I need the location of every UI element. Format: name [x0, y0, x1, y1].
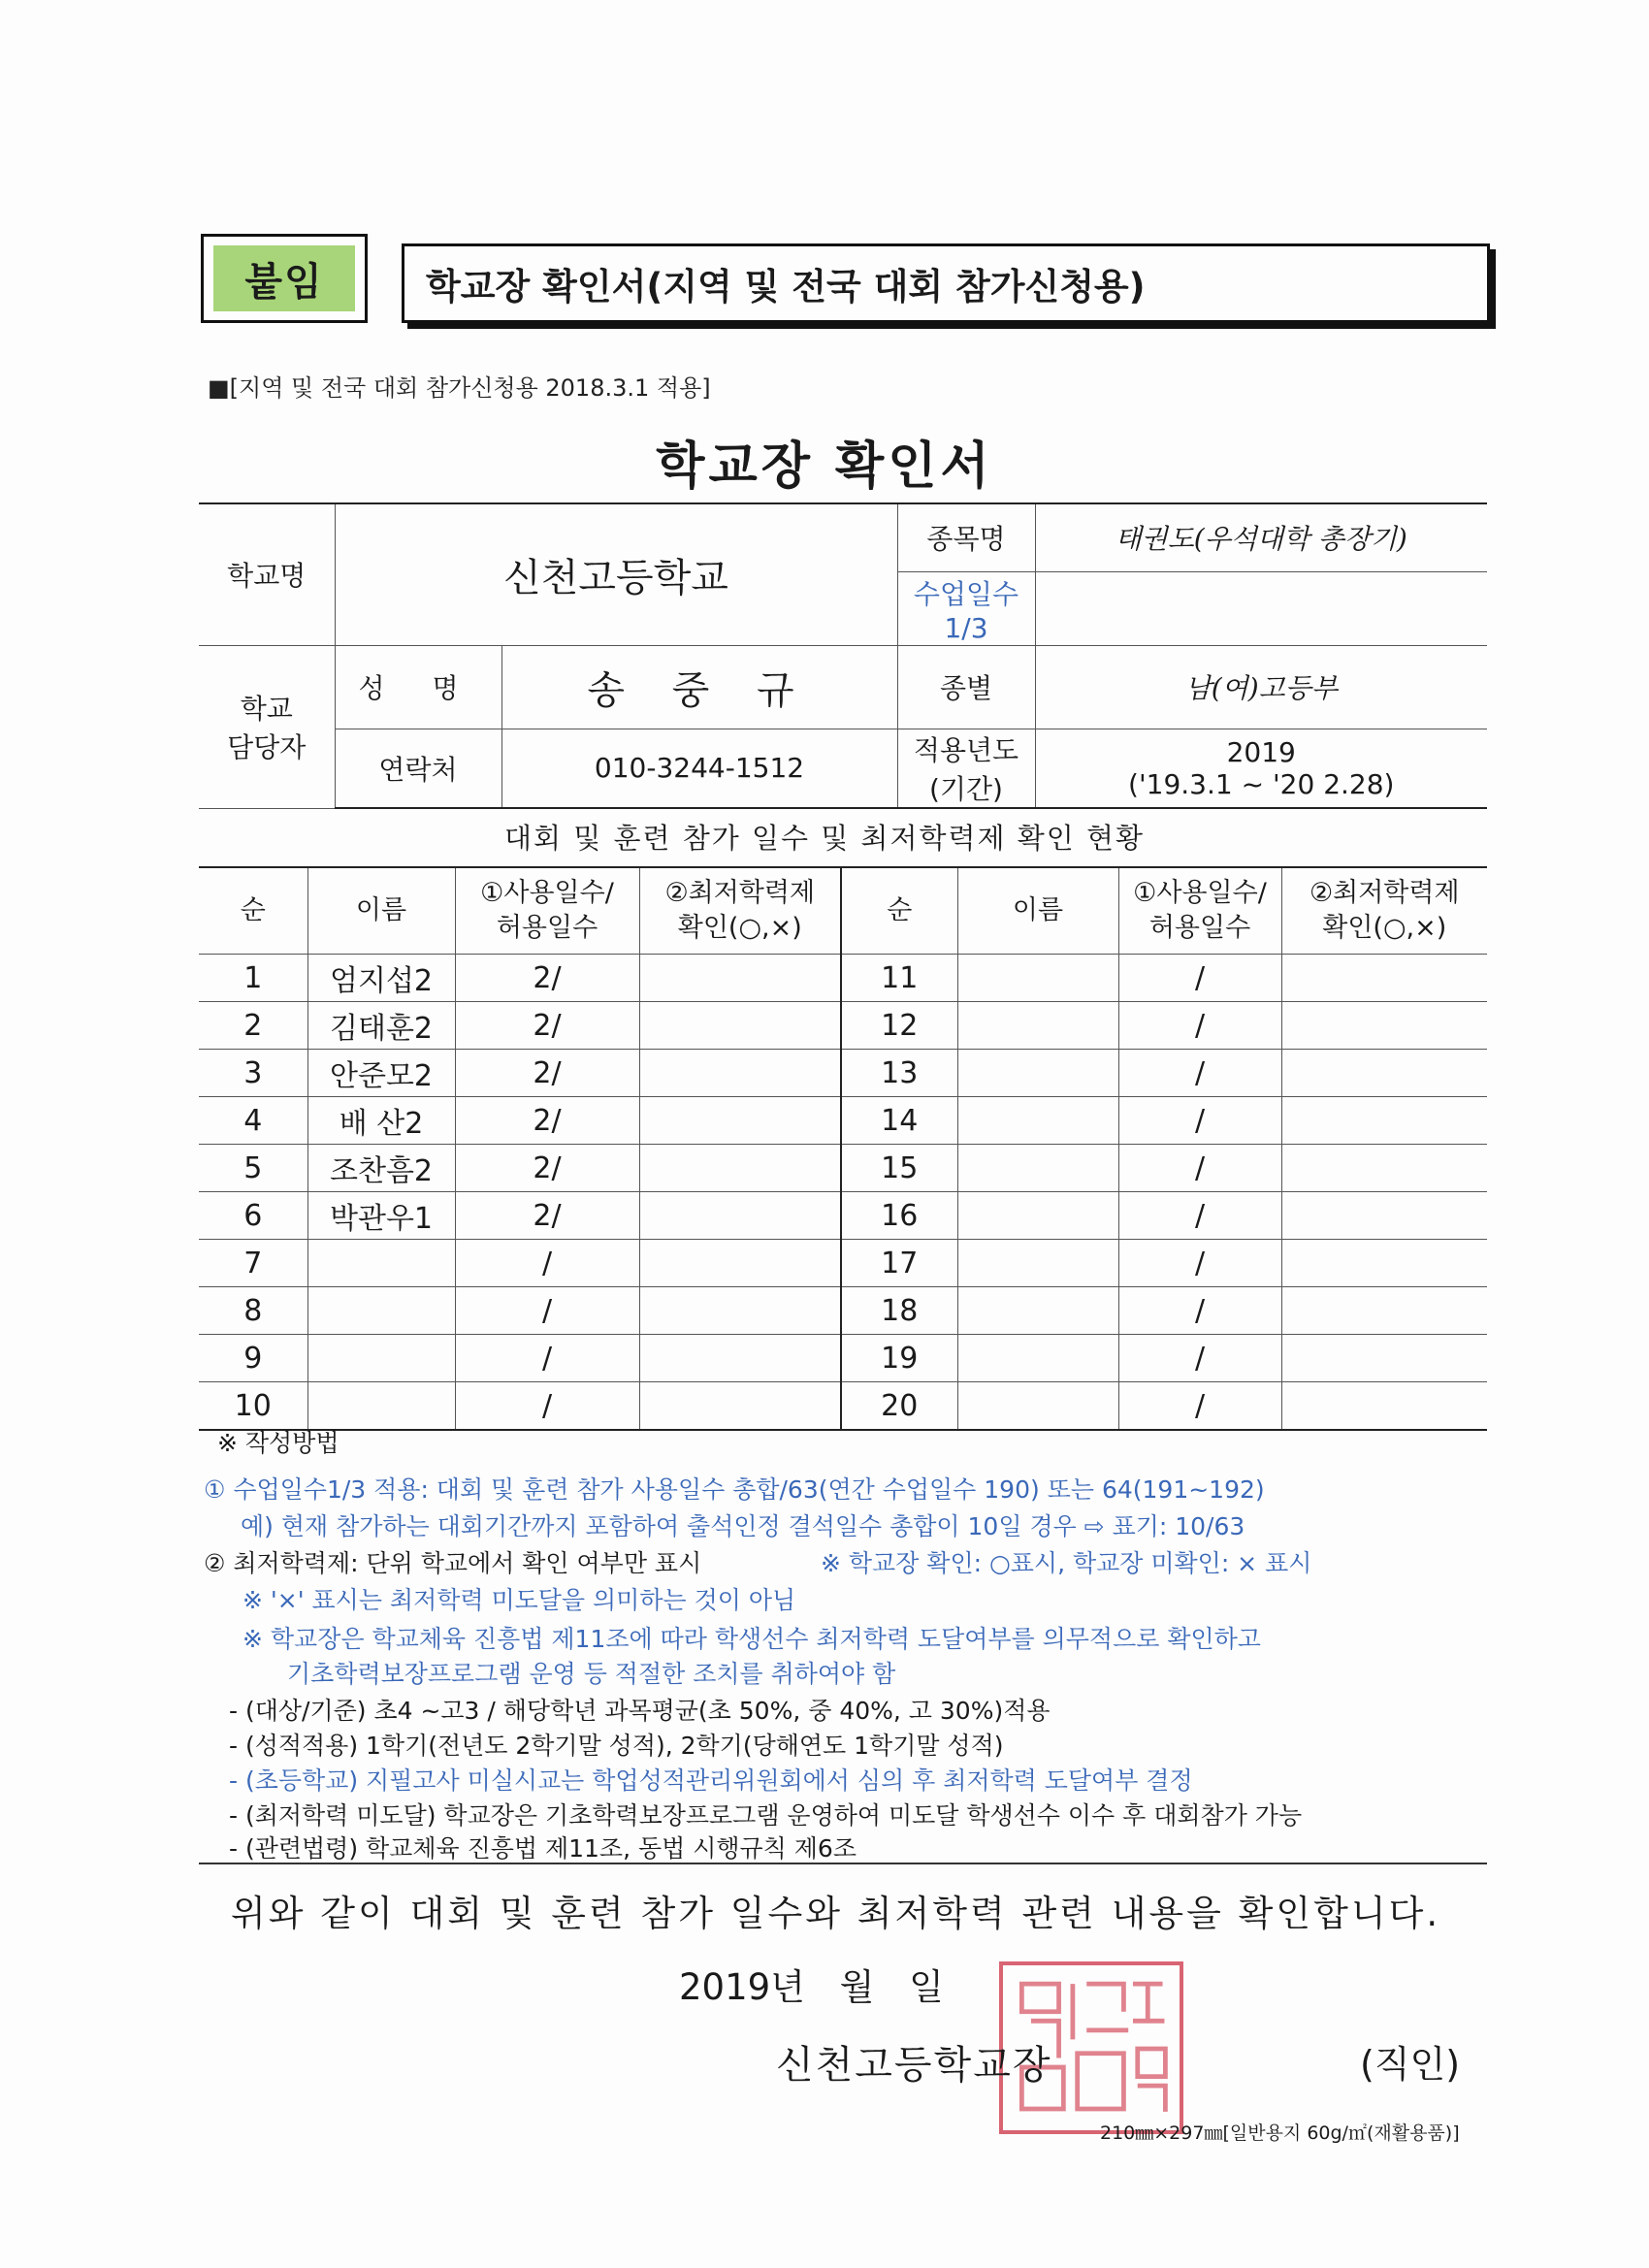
form-title: 학교장 확인서(지역 및 전국 대회 참가신청용) — [402, 243, 1490, 323]
row-no: 18 — [841, 1287, 957, 1335]
period-value: ('19.3.1 ~ '20 2.28) — [1128, 767, 1395, 800]
attachment-badge — [201, 234, 368, 323]
row-check — [1281, 1192, 1487, 1240]
col-no: 순 — [841, 867, 957, 955]
class-days-label-line2: 1/3 — [944, 611, 988, 644]
method-line: - (초등학교) 지필고사 미실시교는 학업성적관리위원회에서 심의 후 최저학력 도달여부 결정 — [229, 1766, 1193, 1795]
row-days: / — [455, 1240, 639, 1287]
table-row — [199, 1335, 1487, 1382]
table-row — [199, 1240, 1487, 1287]
year-label-line1: 적용년도 — [913, 733, 1019, 766]
status-title: 대회 및 훈련 참가 일수 및 최저학력제 확인 현황 — [503, 822, 1145, 855]
row-check — [639, 1145, 841, 1192]
row-check — [639, 1192, 841, 1240]
row-name: 배 산2 — [307, 1097, 455, 1145]
row-name — [957, 1335, 1118, 1382]
row-no: 19 — [841, 1335, 957, 1382]
row-check — [1281, 1097, 1487, 1145]
col-days-line2: 허용일수 — [1148, 913, 1251, 943]
row-days: / — [1118, 1050, 1281, 1097]
table-row — [199, 1382, 1487, 1431]
principal-name: 신천고등학교장 — [776, 2043, 1052, 2088]
year-cell — [1035, 729, 1487, 808]
method-line: - (최저학력 미도달) 학교장은 기초학력보장프로그램 운영하여 미도달 학생선수 이수 후 대회참가 가능 — [229, 1801, 1303, 1830]
table-row — [199, 1002, 1487, 1050]
row-days: 2/ — [455, 1145, 639, 1192]
contact-value: 010-3244-1512 — [501, 729, 897, 808]
year-value: 2019 — [1226, 735, 1296, 768]
row-days: / — [1118, 955, 1281, 1002]
row-no: 6 — [199, 1192, 307, 1240]
category-value: 남(여)고등부 — [1035, 645, 1487, 729]
row-check — [639, 1097, 841, 1145]
row-check — [1281, 1335, 1487, 1382]
row-name: 엄지섭2 — [307, 955, 455, 1002]
year-label — [897, 729, 1035, 808]
name-value: 송 중 규 — [501, 645, 897, 729]
table-row — [199, 1145, 1487, 1192]
attachment-label: 붙임 — [213, 245, 355, 311]
method-line: ※ 학교장 확인: ○표시, 학교장 미확인: × 표시 — [821, 1549, 1312, 1577]
row-name — [957, 1287, 1118, 1335]
row-name — [307, 1287, 455, 1335]
class-days-value — [1035, 571, 1487, 645]
row-no: 5 — [199, 1145, 307, 1192]
row-days: / — [1118, 1240, 1281, 1287]
manager-label — [199, 645, 335, 808]
row-days: / — [1118, 1287, 1281, 1335]
class-days-label — [897, 571, 1035, 645]
method-line: - (대상/기준) 초4 ~고3 / 해당학년 과목평균(초 50%, 중 40%, 고 30%)적용 — [229, 1697, 1051, 1725]
manager-label-line1: 학교 — [240, 693, 293, 725]
row-name: 김태훈2 — [307, 1002, 455, 1050]
row-days: / — [455, 1335, 639, 1382]
col-check-line1: ②최저학력제 — [1309, 878, 1460, 908]
row-name — [307, 1382, 455, 1431]
roster-table — [199, 866, 1487, 1431]
row-no: 11 — [841, 955, 957, 1002]
row-name — [307, 1335, 455, 1382]
row-check — [1281, 1145, 1487, 1192]
row-no: 8 — [199, 1287, 307, 1335]
row-days: 2/ — [455, 1002, 639, 1050]
row-name — [957, 1097, 1118, 1145]
row-days: / — [1118, 1335, 1281, 1382]
row-name — [957, 955, 1118, 1002]
row-no: 7 — [199, 1240, 307, 1287]
method-heading: ※ 작성방법 — [217, 1429, 340, 1457]
method-line: ② 최저학력제: 단위 학교에서 확인 여부만 표시 — [204, 1549, 702, 1577]
row-no: 12 — [841, 1002, 957, 1050]
row-name — [957, 1002, 1118, 1050]
row-days: 2/ — [455, 1192, 639, 1240]
row-no: 1 — [199, 955, 307, 1002]
row-check — [639, 1382, 841, 1431]
row-name — [957, 1382, 1118, 1431]
row-name — [307, 1240, 455, 1287]
paper-spec: 210㎜×297㎜[일반용지 60g/㎡(재활용품)] — [1100, 2122, 1460, 2144]
event-label: 종목명 — [897, 503, 1035, 571]
row-no: 4 — [199, 1097, 307, 1145]
row-check — [639, 1287, 841, 1335]
row-no: 14 — [841, 1097, 957, 1145]
col-check-line2: 확인(○,×) — [677, 913, 802, 943]
row-no: 17 — [841, 1240, 957, 1287]
row-days: / — [1118, 1192, 1281, 1240]
school-value: 신천고등학교 — [335, 503, 897, 645]
row-check — [639, 1050, 841, 1097]
row-no: 15 — [841, 1145, 957, 1192]
row-check — [1281, 1050, 1487, 1097]
row-name — [957, 1050, 1118, 1097]
name-label: 성 명 — [335, 645, 501, 729]
table-row — [199, 955, 1487, 1002]
document-title: 학교장 확인서 — [656, 437, 993, 496]
col-check-line1: ②최저학력제 — [664, 878, 816, 908]
table-row — [199, 1097, 1487, 1145]
row-days: 2/ — [455, 1050, 639, 1097]
category-label: 종별 — [897, 645, 1035, 729]
col-days-line1: ①사용일수/ — [1133, 878, 1267, 908]
manager-label-line2: 담당자 — [227, 731, 307, 763]
table-row — [199, 1287, 1487, 1335]
contact-label: 연락처 — [335, 729, 501, 808]
method-line: 기초학력보장프로그램 운영 등 적절한 조치를 취하여야 함 — [287, 1660, 896, 1688]
col-name: 이름 — [307, 867, 455, 955]
col-no: 순 — [199, 867, 307, 955]
row-days: / — [1118, 1382, 1281, 1431]
row-no: 20 — [841, 1382, 957, 1431]
confirmation-text: 위와 같이 대회 및 훈련 참가 일수와 최저학력 관련 내용을 확인합니다. — [231, 1893, 1441, 1934]
col-days — [1118, 867, 1281, 955]
row-days: 2/ — [455, 955, 639, 1002]
table-row — [199, 1192, 1487, 1240]
row-name: 안준모2 — [307, 1050, 455, 1097]
row-days: / — [1118, 1145, 1281, 1192]
method-line: ※ '×' 표시는 최저학력 미도달을 의미하는 것이 아님 — [242, 1586, 796, 1614]
col-name: 이름 — [957, 867, 1118, 955]
row-days: / — [1118, 1002, 1281, 1050]
method-line: 예) 현재 참가하는 대회기간까지 포함하여 출석인정 결석일수 총합이 10일 경우 ⇨ 표기: 10/63 — [241, 1512, 1245, 1540]
method-line: - (성적적용) 1학기(전년도 2학기말 성적), 2학기(당해연도 1학기말 성적) — [229, 1732, 1004, 1760]
row-days: / — [1118, 1097, 1281, 1145]
row-check — [1281, 1002, 1487, 1050]
row-check — [639, 955, 841, 1002]
row-check — [1281, 955, 1487, 1002]
row-no: 9 — [199, 1335, 307, 1382]
row-no: 2 — [199, 1002, 307, 1050]
divider — [199, 1863, 1487, 1864]
info-table — [199, 502, 1487, 809]
col-check — [639, 867, 841, 955]
row-check — [639, 1240, 841, 1287]
col-days-line2: 허용일수 — [496, 913, 598, 943]
col-days — [455, 867, 639, 955]
writing-instructions — [0, 1424, 1649, 1861]
apply-note: ■[지역 및 전국 대회 참가신청용 2018.3.1 적용] — [208, 374, 711, 402]
col-check-line2: 확인(○,×) — [1322, 913, 1447, 943]
event-value: 태권도(우석대학 총장기) — [1035, 503, 1487, 571]
row-check — [639, 1335, 841, 1382]
row-no: 16 — [841, 1192, 957, 1240]
method-line: ※ 학교장은 학교체육 진흥법 제11조에 따라 학생선수 최저학력 도달여부를 의무적으로 확인하고 — [242, 1625, 1261, 1653]
class-days-label-line1: 수업일수 — [913, 577, 1019, 610]
row-check — [639, 1002, 841, 1050]
school-label: 학교명 — [199, 503, 335, 645]
method-line: - (관련법령) 학교체육 진흥법 제11조, 동법 시행규칙 제6조 — [229, 1834, 857, 1863]
row-check — [1281, 1287, 1487, 1335]
col-days-line1: ①사용일수/ — [480, 878, 614, 908]
row-check — [1281, 1382, 1487, 1431]
table-row — [199, 1050, 1487, 1097]
row-days: / — [455, 1287, 639, 1335]
year-label-line2: (기간) — [929, 772, 1003, 805]
row-no: 10 — [199, 1382, 307, 1431]
row-days: 2/ — [455, 1097, 639, 1145]
row-check — [1281, 1240, 1487, 1287]
row-name — [957, 1192, 1118, 1240]
row-days: / — [455, 1382, 639, 1431]
roster-header-row — [199, 867, 1487, 955]
row-name — [957, 1240, 1118, 1287]
date-line: 2019년 월 일 — [679, 1966, 944, 2008]
method-line: ① 수업일수1/3 적용: 대회 및 훈련 참가 사용일수 총합/63(연간 수업일수 190) 또는 64(191~192) — [204, 1475, 1265, 1504]
seal-note: (직인) — [1360, 2043, 1461, 2086]
row-no: 13 — [841, 1050, 957, 1097]
row-name: 조찬흠2 — [307, 1145, 455, 1192]
col-check — [1281, 867, 1487, 955]
row-no: 3 — [199, 1050, 307, 1097]
row-name — [957, 1145, 1118, 1192]
row-name: 박관우1 — [307, 1192, 455, 1240]
